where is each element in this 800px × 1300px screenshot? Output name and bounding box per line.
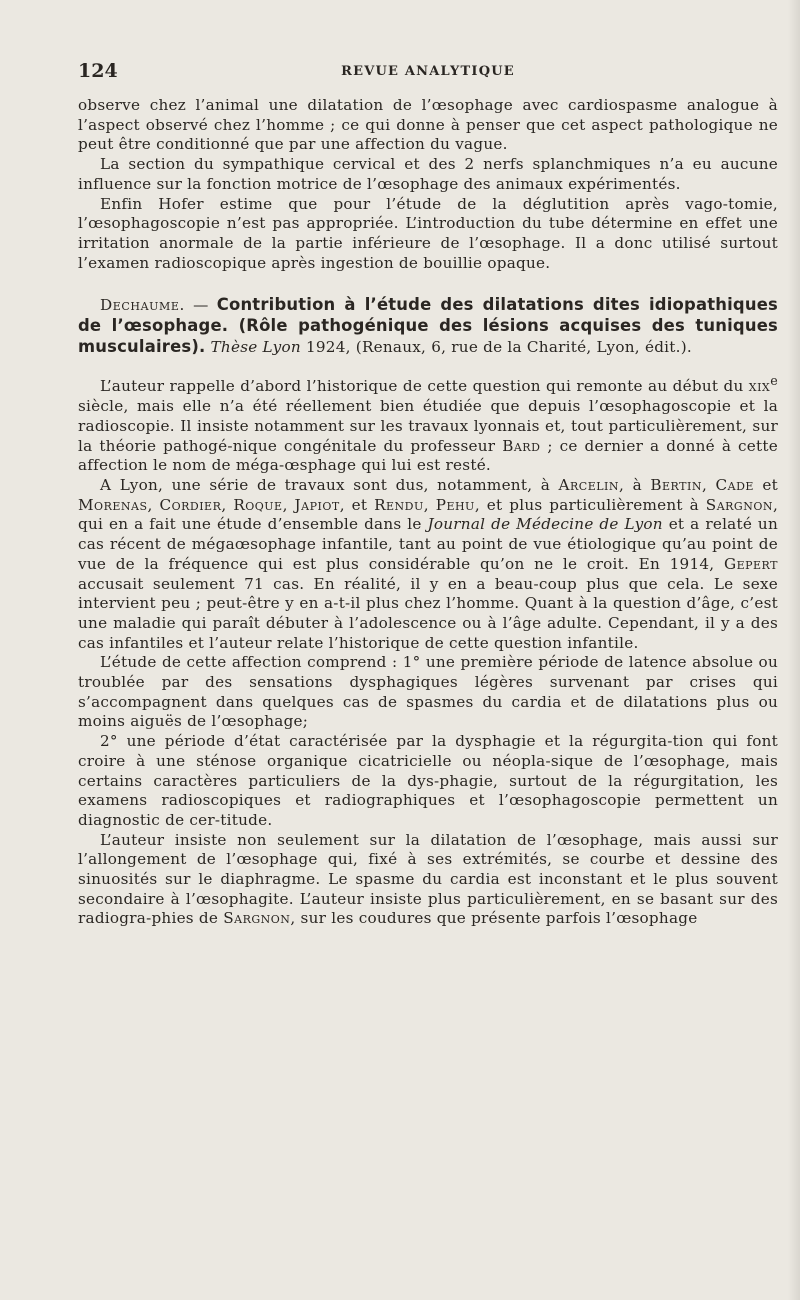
running-head: REVUE ANALYTIQUE xyxy=(341,64,515,79)
notice-dash: — xyxy=(184,296,217,315)
review-paragraph-2: A Lyon, une série de travaux sont dus, notamment, à Arcelin, à Bertin, Cade et Morenas, Cordier, Roque, Japiot, et Rendu, Pehu, et plus particulièrement à Sargnon, qui en a fait une étude d’ensemble dans le Journal de Médecine de Lyon et a relaté un cas récent de mégaœsophage infantile, tant au point de vue étiologique qu’au point de vue de la fréquence qui est plus considérable qu’on ne le croit. En 1914, Gepert accusait seulement 71 cas. En réalité, il y en a beau-coup plus que cela. Le sexe intervient peu ; peut-être y en a-t-il plus chez l’homme. Quant à la question d’âge, c’est une maladie qui paraît débuter à l’adolescence ou à l’âge adulte. Cependant, il y a des cas infantiles et l’auteur relate l’historique de cette question infantile. xyxy=(78,476,779,652)
review-paragraph-3: L’étude de cette affection comprend : 1° une première période de latence absolue ou troublée par des sensations dysphagiques légères survenant par crises qui s’accompagnent dans quelques cas de spasmes du cardia et de dilatations plus ou moins aiguës de l’œsophage; xyxy=(78,653,778,731)
page-header xyxy=(78,60,778,96)
notice-title: Contribution à l’étude des dilatations dites idiopathiques de l’œsophage. (Rôle pathogénique des lésions acquises des tuniques musculaires). xyxy=(78,295,778,356)
continuation-paragraph-2: La section du sympathique cervical et des 2 nerfs splanchmiques n’a eu aucune influence sur la fonction motrice de l’œsophage des animaux expérimentés. xyxy=(78,155,778,193)
review-paragraph-4: 2° une période d’état caractérisée par la dysphagie et la régurgita-tion qui font croire à une sténose organique cicatricielle ou néopla-sique de l’œsophage, mais certains caractères particuliers de la dys-phagie, surtout de la régurgitation, les examens radioscopiques et radiographiques et l’œsophagoscopie permettent un diagnostic de cer-titude. xyxy=(78,732,778,829)
continuation-paragraph-1: observe chez l’animal une dilatation de l’œsophage avec cardiospasme analogue à l’aspect observé chez l’homme ; ce qui donne à penser que cet aspect pathologique ne peut être conditionné que par une affection du vague. xyxy=(78,96,778,154)
page-edge-shadow xyxy=(788,0,800,1300)
journal-title: Journal de Médecine de Lyon xyxy=(427,515,663,534)
page-body xyxy=(78,96,778,929)
continuation-paragraph-3: Enfin Hofer estime que pour l’étude de la déglutition après vago-tomie, l’œsophagoscopie n’est pas appropriée. L’introduction du tube détermine en effet une irritation anormale de la partie inférieure de l’œsophage. Il a donc utilisé surtout l’examen radioscopique après ingestion de bouillie opaque. xyxy=(78,194,778,272)
name-bard: Bard xyxy=(502,436,541,455)
notice-author: Dechaume. xyxy=(100,296,185,315)
notice-thesis: Thèse Lyon xyxy=(210,337,301,356)
review-paragraph-1: L’auteur rappelle d’abord l’historique de cette question qui remonte au début du xix$^e$ siècle, mais elle n’a été réellement bien étudiée que depuis l’œsophagoscopie et la radioscopie. Il insiste notamment sur les travaux lyonnais et, tout particulièrement, sur la théorie pathogé-nique congénitale du professeur Bard ; ce dernier a donné à cette affection le nom de méga-œsphage qui lui est resté. xyxy=(78,373,778,475)
notice-publication: 1924, (Renaux, 6, rue de la Charité, Lyon, édit.). xyxy=(300,337,692,356)
review-paragraph-5: L’auteur insiste non seulement sur la dilatation de l’œsophage, mais aussi sur l’allongement de l’œsophage qui, fixé à ses extrémités, se courbe et dessine des sinuosités sur le diaphragme. Le spasme du cardia est inconstant et le plus souvent secondaire à l’œsophagite. L’auteur insiste plus particulièrement, en se basant sur des radiogra-phies de Sargnon, sur les coudures que présente parfois l’œsophage xyxy=(78,830,778,928)
bibliographic-notice xyxy=(78,295,778,357)
page-number: 124 xyxy=(78,60,118,82)
